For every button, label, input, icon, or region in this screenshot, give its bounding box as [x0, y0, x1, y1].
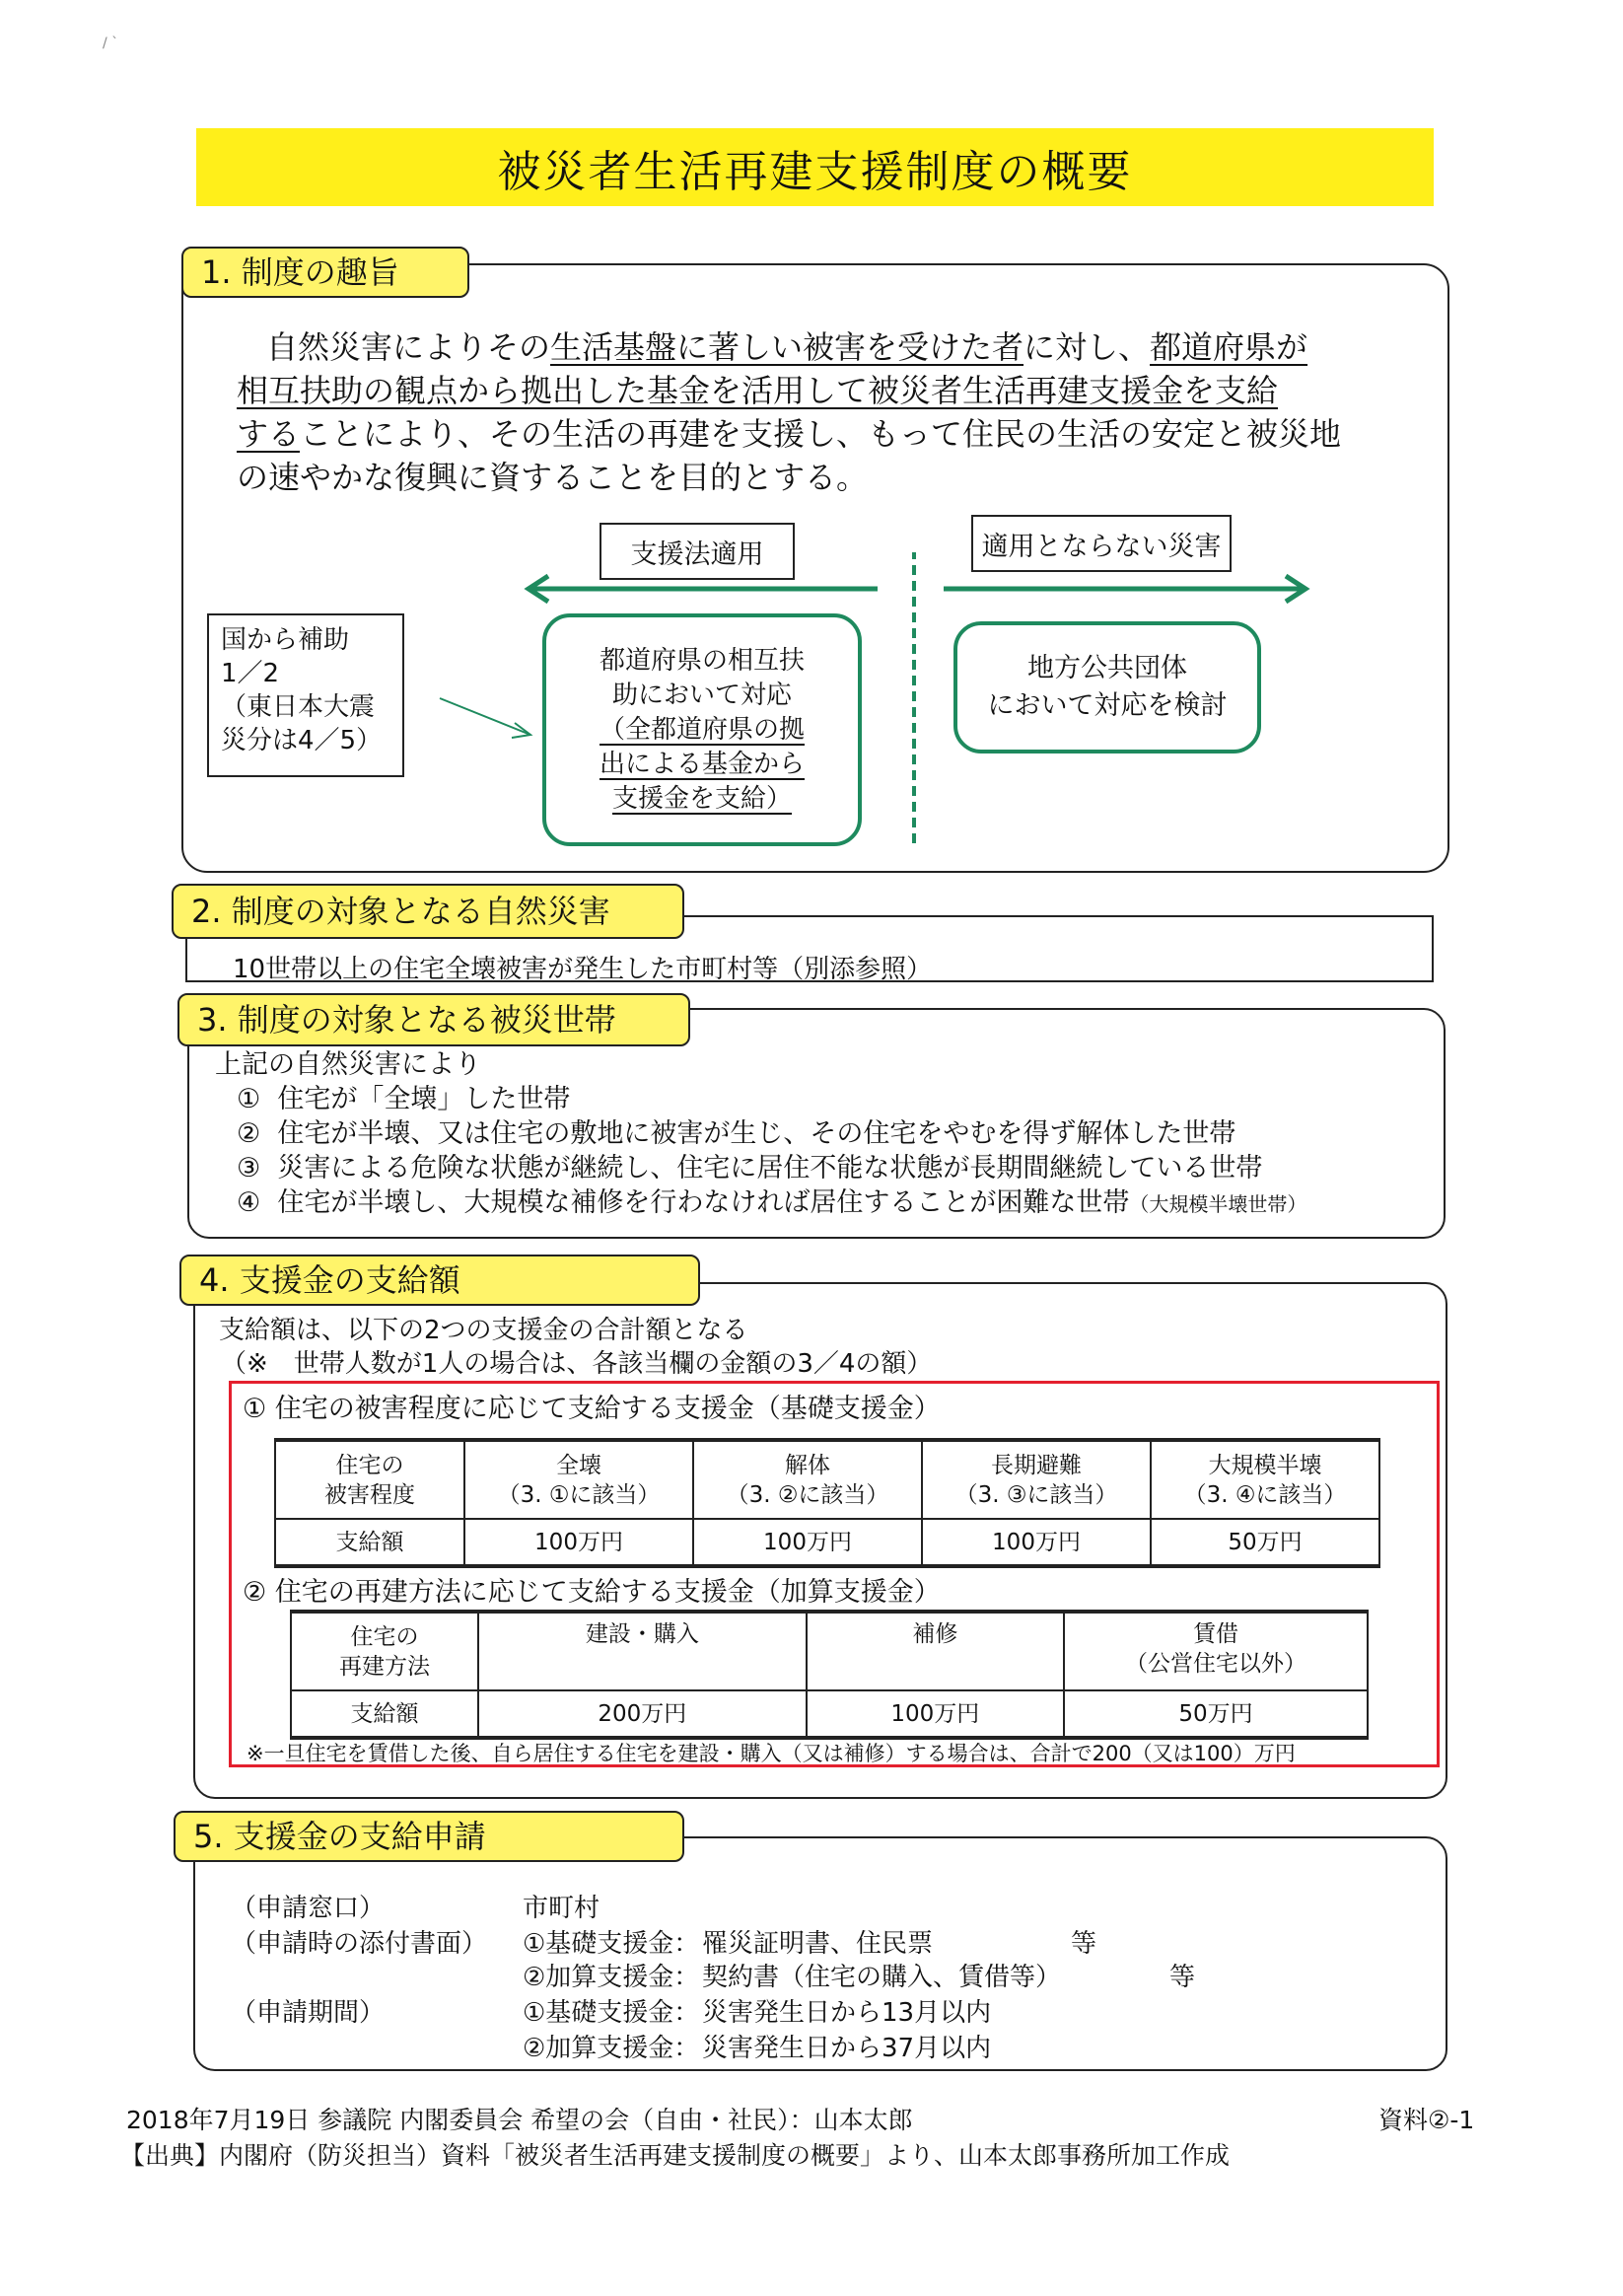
item-text: 災害による危険な状態が継続し、住宅に居住不能な状態が長期間継続している世帯 — [277, 1153, 1263, 1184]
column-name: 解体 — [785, 1452, 830, 1478]
purpose-underlined-segment: 相互扶助の観点から拠出した基金を活用して被災者生活再建支援金を支給 — [237, 372, 1279, 409]
title-banner — [196, 128, 1434, 206]
column-header — [478, 1612, 807, 1690]
section-2-heading-text: 2. 制度の対象となる自然災害 — [191, 893, 610, 930]
column-ref: （3. ③に該当） — [954, 1481, 1118, 1508]
subsidy-line: 災分は4／5） — [221, 726, 383, 755]
additional-support-table — [290, 1610, 1369, 1740]
affected-household-list — [215, 1047, 1306, 1222]
period-value: 災害発生日から37月以内 — [702, 2034, 992, 2063]
purpose-line — [237, 369, 1420, 412]
section-4-intro — [219, 1314, 932, 1381]
attachment-suffix: 等 — [1071, 1929, 1097, 1959]
attachments-label: （申請時の添付書面） — [231, 1929, 488, 1959]
item-number: ③ — [237, 1153, 261, 1184]
subsidy-line: 国から補助 — [221, 625, 350, 655]
section-4-heading-text: 4. 支援金の支給額 — [199, 1261, 460, 1299]
amount-cell: 100万円 — [693, 1519, 922, 1566]
section-3-heading — [177, 993, 690, 1046]
amount-cell: 100万円 — [922, 1519, 1151, 1566]
column-header — [464, 1440, 693, 1519]
national-subsidy-box — [207, 613, 404, 777]
row-header-line: 住宅の — [335, 1452, 404, 1478]
list-intro: 上記の自然災害により — [215, 1049, 481, 1080]
row-header — [275, 1440, 464, 1519]
purpose-segment: 自然災害によりその — [266, 328, 551, 366]
attachment-suffix: 等 — [1169, 1963, 1196, 1992]
item-number: ① — [237, 1084, 261, 1114]
applied-label-text: 支援法適用 — [630, 538, 764, 570]
footer-source: 【出典】内閣府（防災担当）資料「被災者生活再建支援制度の概要」より、山本太郎事務所加工作成 — [120, 2141, 1231, 2170]
purpose-line — [237, 325, 1420, 369]
scan-mark: / ˋ — [103, 36, 119, 51]
attachment-name: ①基礎支援金： — [523, 1929, 700, 1959]
purpose-line — [237, 412, 1420, 456]
column-header — [693, 1440, 922, 1519]
section-1-heading — [181, 247, 469, 298]
prefecture-line: 都道府県の相互扶 — [599, 645, 805, 676]
row-header-line: 住宅の — [350, 1623, 419, 1650]
period-value: 災害発生日から13月以内 — [702, 1998, 992, 2028]
application-window-label: （申請窓口） — [231, 1894, 386, 1923]
purpose-underlined-segment: 生活基盤に著しい被害を受けた者 — [550, 328, 1024, 366]
amount-intro: 支給額は、以下の2つの支援金の合計額となる — [219, 1316, 748, 1345]
attachment-name: ②加算支援金： — [523, 1963, 700, 1992]
column-ref: （3. ②に該当） — [726, 1481, 889, 1508]
column-name: 大規模半壊 — [1208, 1452, 1322, 1478]
application-period-label: （申請期間） — [231, 1998, 386, 2028]
subsidy-line: （東日本大震 — [221, 692, 376, 722]
amount-cell: 100万円 — [464, 1519, 693, 1566]
attachment-value: 契約書（住宅の購入、賃借等） — [702, 1963, 1062, 1992]
row-header — [291, 1612, 478, 1690]
application-window-value: 市町村 — [523, 1894, 600, 1923]
document-id: 資料②-1 — [1378, 2106, 1475, 2134]
basic-support-table — [274, 1438, 1380, 1568]
purpose-segment: の速やかな復興に資することを目的とする。 — [237, 459, 869, 496]
purpose-segment: ことにより、その生活の再建を支援し、もって住民の生活の安定と被災地 — [300, 415, 1342, 453]
section-2-text: 10世帯以上の住宅全壊被害が発生した市町村等（別添参照） — [233, 955, 933, 984]
item-number: ④ — [237, 1187, 261, 1218]
column-ref: （3. ④に該当） — [1183, 1481, 1347, 1508]
column-name: 長期避難 — [991, 1452, 1082, 1478]
prefecture-line-underlined: 出による基金から — [599, 749, 805, 779]
prefecture-line-underlined: （全都道府県の拠 — [599, 714, 805, 745]
section-5-heading — [174, 1811, 684, 1862]
amount-label: 支給額 — [291, 1690, 478, 1738]
amount-cell: 50万円 — [1151, 1519, 1379, 1566]
purpose-line — [237, 456, 1420, 499]
page-title: 被災者生活再建支援制度の概要 — [497, 146, 1133, 197]
right-arrow — [944, 576, 1305, 602]
section-5-heading-text: 5. 支援金の支給申請 — [193, 1818, 486, 1855]
not-applied-label-text: 適用とならない災害 — [981, 531, 1222, 562]
list-item — [215, 1116, 1306, 1151]
list-item — [215, 1082, 1306, 1116]
section-2-heading — [172, 884, 684, 939]
section-1-heading-text: 1. 制度の趣旨 — [201, 253, 399, 291]
subsidy-arrow — [440, 698, 530, 738]
section-3-heading-text: 3. 制度の対象となる被災世帯 — [197, 1001, 616, 1039]
local-line: において対応を検討 — [987, 690, 1228, 721]
left-arrow — [529, 576, 878, 602]
row-header-line: 被害程度 — [324, 1481, 415, 1508]
basic-support-heading: ① 住宅の被害程度に応じて支給する支援金（基礎支援金） — [243, 1394, 941, 1424]
section-4-heading — [179, 1255, 700, 1306]
amount-cell: 100万円 — [807, 1690, 1064, 1738]
local-line: 地方公共団体 — [1027, 653, 1187, 683]
prefecture-line: 助において対応 — [611, 680, 792, 710]
prefecture-response-box — [542, 613, 862, 846]
column-name: 補修 — [912, 1621, 958, 1647]
column-header — [807, 1612, 1064, 1690]
additional-support-heading: ② 住宅の再建方法に応じて支給する支援金（加算支援金） — [243, 1577, 941, 1608]
footer-meeting-info: 2018年7月19日 参議院 内閣委員会 希望の会（自由・社民）：山本太郎 — [126, 2106, 913, 2134]
item-note: （大規模半壊世帯） — [1129, 1192, 1307, 1216]
row-header-line: 再建方法 — [339, 1653, 430, 1680]
column-name: 賃借 — [1193, 1621, 1238, 1647]
column-name: 全壊 — [556, 1452, 601, 1478]
subsidy-line: 1／2 — [221, 659, 280, 688]
column-header — [1064, 1612, 1368, 1690]
item-text: 住宅が「全壊」した世帯 — [277, 1084, 571, 1114]
amount-cell: 50万円 — [1064, 1690, 1368, 1738]
item-text: 住宅が半壊、又は住宅の敷地に被害が生じ、その住宅をやむを得ず解体した世帯 — [277, 1118, 1236, 1149]
amount-cell: 200万円 — [478, 1690, 807, 1738]
rental-footnote: ※一旦住宅を賃借した後、自ら居住する住宅を建設・購入（又は補修）する場合は、合計で200（又は100）万円 — [247, 1742, 1296, 1765]
column-sub: （公営住宅以外） — [1125, 1651, 1306, 1677]
item-number: ② — [237, 1118, 261, 1149]
column-name: 建設・購入 — [585, 1621, 699, 1647]
attachment-value: 罹災証明書、住民票 — [702, 1929, 934, 1959]
column-header — [922, 1440, 1151, 1519]
purpose-underlined-segment: 都道府県が — [1150, 328, 1308, 366]
list-item — [215, 1185, 1306, 1222]
local-government-box — [953, 621, 1261, 753]
item-text: 住宅が半壊し、大規模な補修を行わなければ居住することが困難な世帯 — [277, 1187, 1130, 1218]
column-header — [1151, 1440, 1379, 1519]
one-person-note: （※ 世帯人数が1人の場合は、各該当欄の金額の3／4の額） — [221, 1349, 933, 1379]
purpose-text — [237, 325, 1420, 499]
period-name: ②加算支援金： — [523, 2034, 700, 2063]
prefecture-line-underlined: 支援金を支給） — [611, 783, 792, 814]
purpose-segment: に対し、 — [1023, 328, 1151, 366]
period-name: ①基礎支援金： — [523, 1998, 700, 2028]
list-item — [215, 1151, 1306, 1185]
purpose-underlined-segment: する — [237, 415, 301, 453]
amount-label: 支給額 — [275, 1519, 464, 1566]
column-ref: （3. ①に該当） — [497, 1481, 661, 1508]
